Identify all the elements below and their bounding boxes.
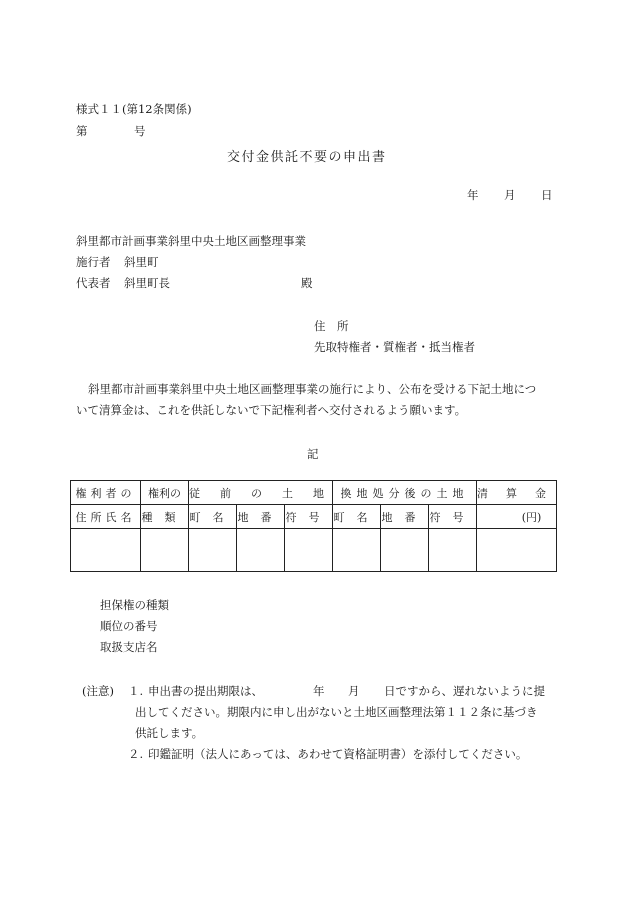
note-1-line-2: 出してください。期限内に申し出がないと土地区画整理法第１１２条に基づき [135,705,538,719]
note-1-text-b: 日ですから、遅れないように提 [384,684,545,698]
body-line-1: 斜里都市計画事業斜里中央土地区画整理事業の施行により、公布を受ける下記土地につ [88,382,537,396]
rank-number-label: 順位の番号 [100,619,158,633]
date-day: 日 [541,188,553,202]
note-1-number: １. [128,684,144,698]
form-number: 様式１１(第12条関係) [76,102,192,116]
header-settlement-2: (円) [477,505,557,529]
ki-heading: 記 [307,447,319,461]
sub-code-before: 符号 [285,505,333,529]
honorific: 殿 [301,276,313,290]
cell-holder[interactable] [71,529,141,572]
sub-lot-before: 地番 [237,505,285,529]
note-2-text: 印鑑証明（法人にあっては、あわせて資格証明書）を添付してください。 [148,747,528,761]
header-settlement-1: 清算金 [477,481,557,505]
body-line-2: いて清算金は、これを供託しないで下記権利者へ交付されるよう願います。 [76,403,467,417]
security-type-label: 担保権の種類 [100,598,169,612]
implementer-label: 施行者 [76,255,111,269]
cell-town-before[interactable] [189,529,237,572]
number-suffix: 号 [134,124,146,138]
table-header-row-1 [71,481,557,505]
representative-value: 斜里町長 [124,276,170,290]
number-prefix: 第 [76,124,88,138]
header-after-land: 換地処分後の土地 [333,481,477,505]
header-holder-2: 住所氏名 [71,505,141,529]
page-title: 交付金供託不要の申出書 [227,150,387,165]
rights-holder-label: 先取特権者・質権者・抵当権者 [314,340,475,354]
implementer-value: 斜里町 [124,255,159,269]
note-1-year: 年 [313,684,325,698]
land-table [70,480,564,572]
cell-code-after[interactable] [429,529,477,572]
cell-code-before[interactable] [285,529,333,572]
cell-right-type[interactable] [141,529,189,572]
table-header-row-2 [71,505,557,529]
cell-settlement[interactable] [477,529,557,572]
table-row [71,529,557,572]
date-year: 年 [467,188,479,202]
cell-lot-after[interactable] [381,529,429,572]
representative-label: 代表者 [76,276,111,290]
cell-lot-before[interactable] [237,529,285,572]
note-1-line-3: 供託します。 [135,726,204,740]
sub-town-before: 町名 [189,505,237,529]
note-1-month: 月 [348,684,360,698]
notes-label: (注意) [82,684,114,698]
branch-name-label: 取扱支店名 [100,640,158,654]
note-1-text-a: 申出書の提出期限は、 [148,684,263,698]
cell-town-after[interactable] [333,529,381,572]
header-right-2: 種類 [141,505,189,529]
date-month: 月 [504,188,516,202]
project-name: 斜里都市計画事業斜里中央土地区画整理事業 [76,234,306,248]
header-before-land: 従前の土地 [189,481,333,505]
address-label: 住 所 [314,319,349,333]
sub-town-after: 町名 [333,505,381,529]
header-holder-1: 権利者の [71,481,141,505]
sub-lot-after: 地番 [381,505,429,529]
note-2-number: ２. [128,747,144,761]
header-right-1: 権利の [141,481,189,505]
sub-code-after: 符号 [429,505,477,529]
